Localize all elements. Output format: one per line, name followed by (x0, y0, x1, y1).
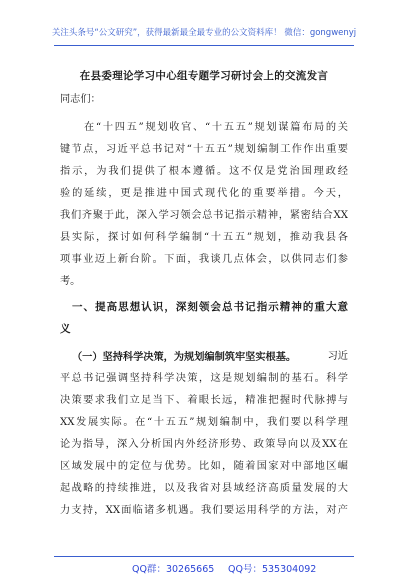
section-heading: 义 (60, 323, 71, 335)
document-title: 在县委理论学习中心组专题学习研讨会上的交流发言 (79, 70, 329, 82)
paragraph-line: 平总书记强调坚持科学决策，这是规划编制的基石。科学 (60, 373, 348, 384)
footer-qq-number: QQ号：535304092 (228, 564, 317, 575)
subsection-text: 习近 (327, 351, 348, 362)
paragraph-line: 指示，为我们提供了根本遵循。这不仅是党治国理政经 (60, 166, 348, 177)
paragraph-line: 项事业迈上新台阶。下面，我谈几点体会，以供同志们参 (60, 254, 348, 265)
paragraph-line: 县实际，探讨如何科学编制“十五五”规划，推动我县各 (60, 232, 348, 243)
paragraph-line: 区域发展中的定位与优势。比如，随着国家对中部地区崛 (60, 461, 348, 472)
subsection-heading: （一）坚持科学决策，为规划编制筑牢坚实根基。 (72, 351, 297, 363)
subsection-line (72, 350, 348, 364)
paragraph-line: 键节点，习近平总书记对“十五五”规划编制工作作出重要 (60, 144, 348, 155)
salutation: 同志们： (60, 94, 101, 105)
paragraph-line: 考。 (60, 276, 81, 287)
paragraph-line: 在“十四五”规划收官、“十五五”规划谋篇布局的关 (84, 122, 348, 133)
paragraph-line: 验的延续，更是推进中国式现代化的重要举措。今天， (60, 188, 348, 199)
paragraph-line: 起战略的持续推进，以及我省对县域经济高质量发展的大 (60, 483, 348, 494)
paragraph-line: 决策要求我们立足当下、着眼长远，精准把握时代脉搏与 (60, 395, 348, 406)
footer-rule (54, 556, 354, 557)
footer-qq-group: QQ群：30265665 (132, 564, 215, 575)
header-banner: 关注头条号“公文研究”，获得最新最全最专业的公文资料库！ 微信：gongwenyj (51, 28, 357, 38)
paragraph-line: 力支持，XX面临诸多机遇。我们要运用科学的方法，对产 (60, 505, 348, 516)
paragraph-line: XX发展实际。在“十五五”规划编制中，我们要以科学理 (60, 417, 348, 428)
section-heading: 一、提高思想认识，深刻领会总书记指示精神的重大意 (72, 301, 348, 313)
paragraph-line: 我们齐聚于此，深入学习领会总书记指示精神，紧密结合XX (60, 210, 348, 221)
header-rule (54, 45, 354, 46)
paragraph-line: 论为指导，深入分析国内外经济形势、政策导向以及XX在 (60, 439, 348, 450)
